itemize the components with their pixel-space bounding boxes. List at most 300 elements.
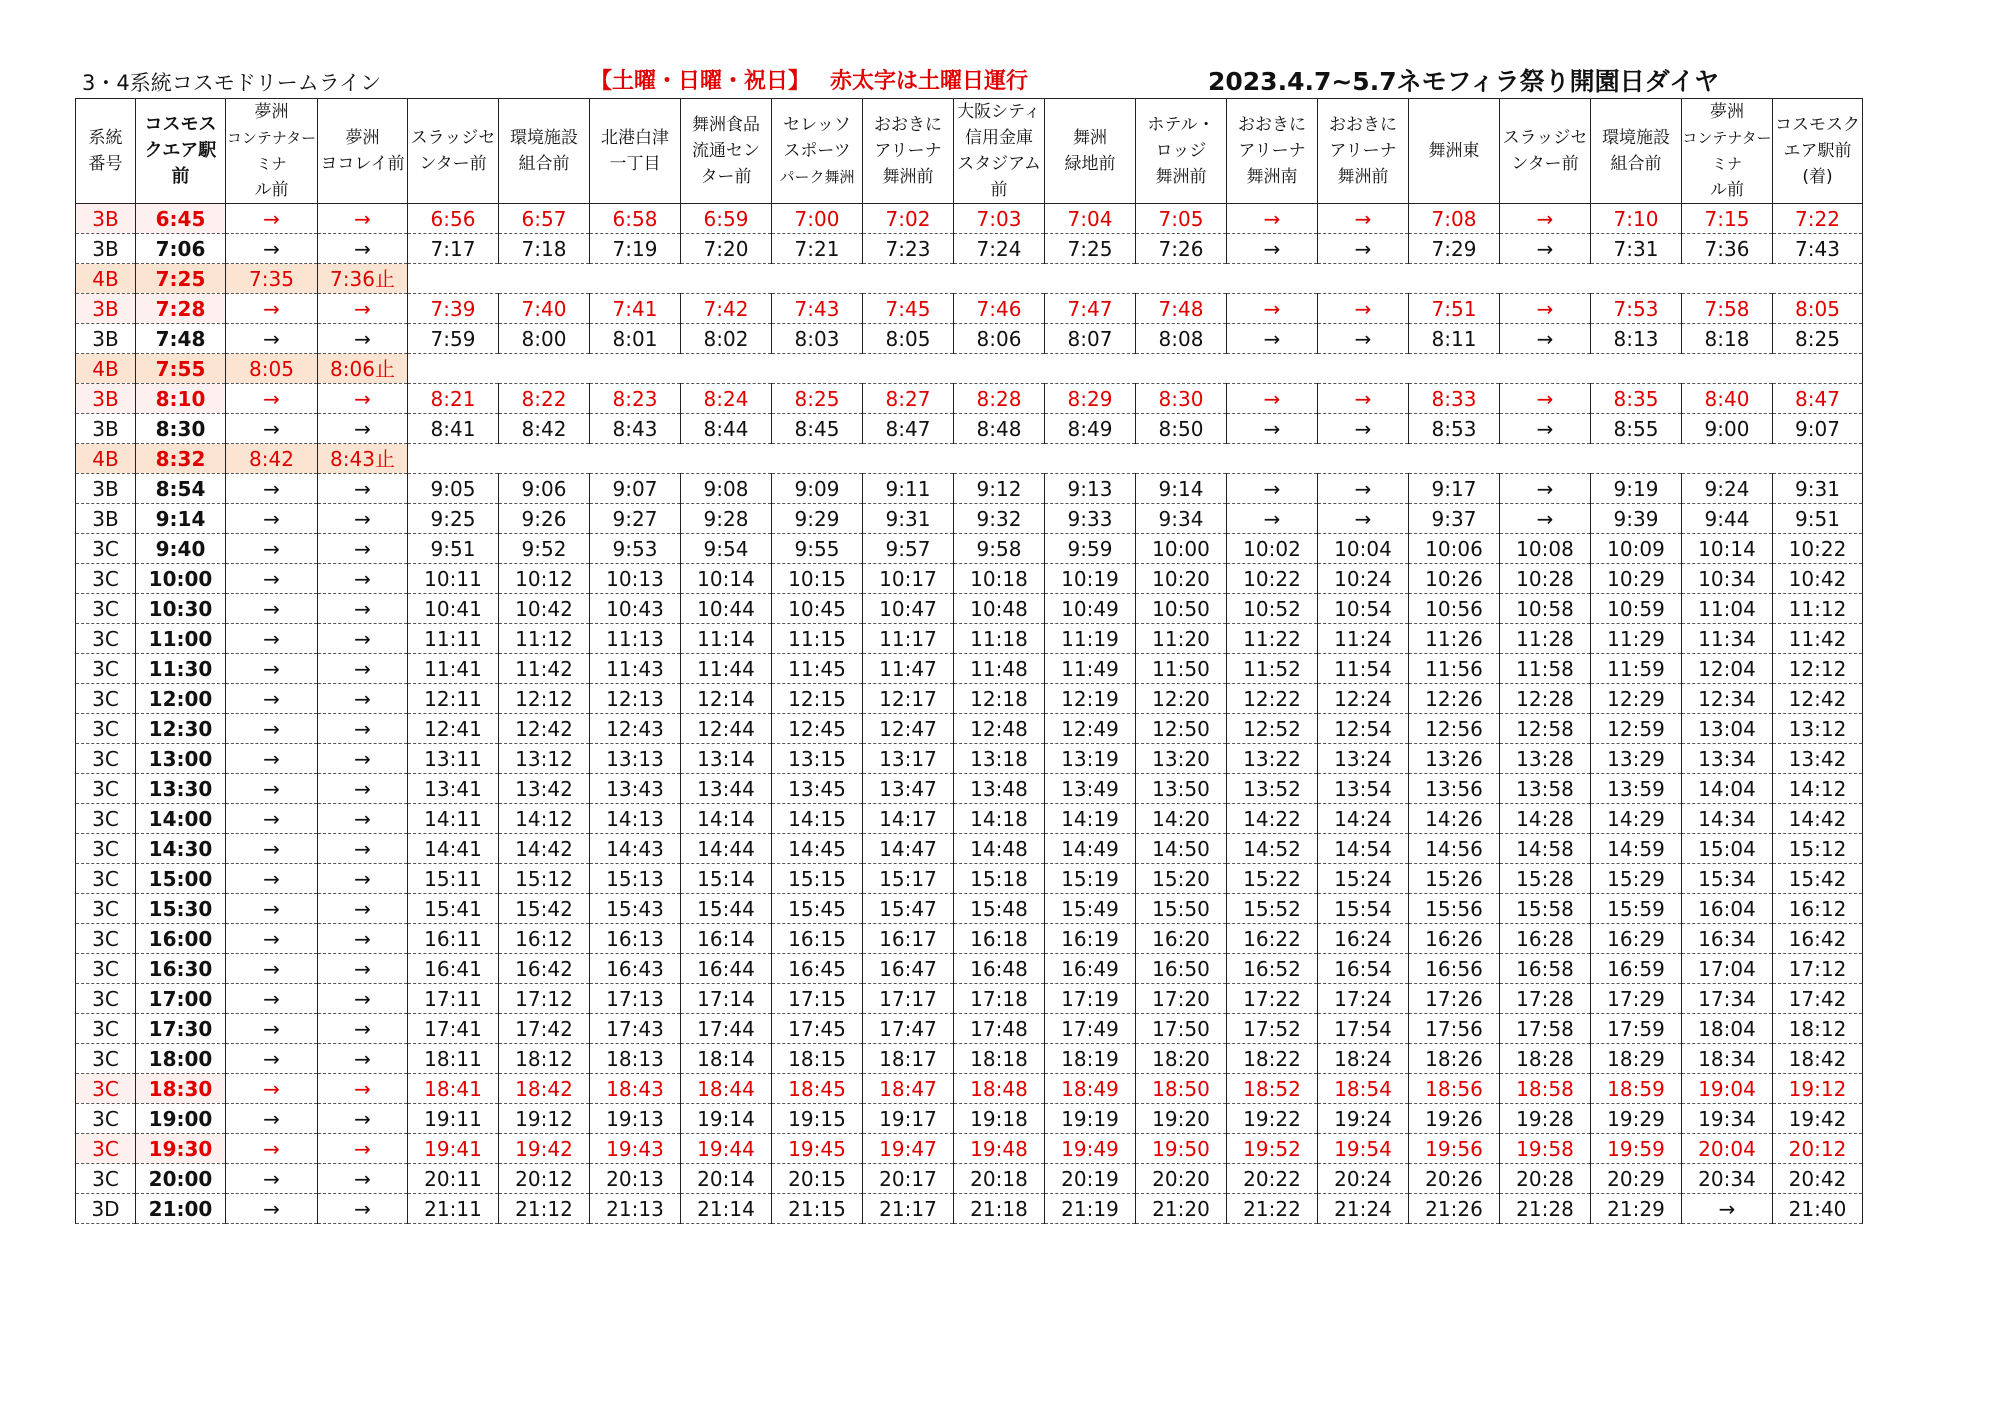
stop-time-cell: 15:19 bbox=[1045, 864, 1136, 894]
stop-time-cell: 11:49 bbox=[1045, 654, 1136, 684]
stop-time-cell: 16:12 bbox=[1773, 894, 1863, 924]
stop-time-cell: 11:18 bbox=[954, 624, 1045, 654]
stop-time-cell: 12:44 bbox=[681, 714, 772, 744]
stop-time-cell: 20:04 bbox=[1682, 1134, 1773, 1164]
stop-time-cell: 11:04 bbox=[1682, 594, 1773, 624]
departure-time-cell: 18:00 bbox=[136, 1044, 226, 1074]
stop-time-cell: 18:20 bbox=[1136, 1044, 1227, 1074]
stop-time-cell: 17:59 bbox=[1591, 1014, 1682, 1044]
stop-time-cell: 6:58 bbox=[590, 204, 681, 234]
stop-time-cell: 8:42 bbox=[499, 414, 590, 444]
trip-row bbox=[76, 1014, 1863, 1044]
stop-time-cell: → bbox=[226, 624, 318, 654]
stop-time-cell: 8:33 bbox=[1409, 384, 1500, 414]
stop-time-cell: 16:17 bbox=[863, 924, 954, 954]
stop-time-cell: 8:42 bbox=[226, 444, 318, 474]
stop-time-cell: 8:23 bbox=[590, 384, 681, 414]
stop-time-cell: 12:20 bbox=[1136, 684, 1227, 714]
timetable-body bbox=[76, 204, 1863, 1224]
departure-time-cell: 15:30 bbox=[136, 894, 226, 924]
stop-time-cell: 19:52 bbox=[1227, 1134, 1318, 1164]
stop-time-cell: 10:29 bbox=[1591, 564, 1682, 594]
stop-time-cell: 8:08 bbox=[1136, 324, 1227, 354]
departure-time-cell: 21:00 bbox=[136, 1194, 226, 1224]
stop-time-cell: 13:29 bbox=[1591, 744, 1682, 774]
stop-time-cell: → bbox=[1318, 504, 1409, 534]
stop-time-cell: 9:32 bbox=[954, 504, 1045, 534]
trip-row bbox=[76, 444, 1863, 474]
stop-time-cell: 11:17 bbox=[863, 624, 954, 654]
stop-time-cell: 17:29 bbox=[1591, 984, 1682, 1014]
stop-time-cell: 14:56 bbox=[1409, 834, 1500, 864]
departure-time-cell: 13:30 bbox=[136, 774, 226, 804]
stop-time-cell: 8:48 bbox=[954, 414, 1045, 444]
stop-time-cell: 15:50 bbox=[1136, 894, 1227, 924]
stop-time-cell: 10:19 bbox=[1045, 564, 1136, 594]
stop-time-cell: 11:47 bbox=[863, 654, 954, 684]
trip-row bbox=[76, 324, 1863, 354]
stop-time-cell: 16:41 bbox=[408, 954, 499, 984]
route-number-cell: 3B bbox=[76, 504, 136, 534]
stop-time-cell: 8:05 bbox=[1773, 294, 1863, 324]
route-number-cell: 3B bbox=[76, 234, 136, 264]
stop-time-cell: 12:43 bbox=[590, 714, 681, 744]
stop-time-cell: → bbox=[318, 774, 408, 804]
stop-time-cell: 13:19 bbox=[1045, 744, 1136, 774]
stop-time-cell: 10:08 bbox=[1500, 534, 1591, 564]
route-number-cell: 3C bbox=[76, 624, 136, 654]
stop-time-cell: → bbox=[1227, 474, 1318, 504]
route-number-cell: 3C bbox=[76, 714, 136, 744]
stop-time-cell: 18:13 bbox=[590, 1044, 681, 1074]
stop-time-cell: 18:52 bbox=[1227, 1074, 1318, 1104]
saturday-note: 赤太字は土曜日運行 bbox=[830, 69, 1029, 94]
stop-time-cell: 14:15 bbox=[772, 804, 863, 834]
stop-time-cell: 18:26 bbox=[1409, 1044, 1500, 1074]
stop-time-cell: 18:34 bbox=[1682, 1044, 1773, 1074]
stop-time-cell: 14:42 bbox=[1773, 804, 1863, 834]
stop-time-cell: → bbox=[226, 684, 318, 714]
stop-time-cell: 8:41 bbox=[408, 414, 499, 444]
trip-row bbox=[76, 294, 1863, 324]
stop-time-cell: 12:26 bbox=[1409, 684, 1500, 714]
stop-time-cell: 9:51 bbox=[1773, 504, 1863, 534]
stop-time-cell: 15:48 bbox=[954, 894, 1045, 924]
stop-time-cell: 21:28 bbox=[1500, 1194, 1591, 1224]
stop-time-cell: 17:20 bbox=[1136, 984, 1227, 1014]
stop-time-cell: 8:55 bbox=[1591, 414, 1682, 444]
stop-time-cell: 10:42 bbox=[1773, 564, 1863, 594]
no-service-cell bbox=[408, 264, 1863, 294]
stop-time-cell: 7:58 bbox=[1682, 294, 1773, 324]
stop-time-cell: 19:11 bbox=[408, 1104, 499, 1134]
route-number-cell: 3C bbox=[76, 1104, 136, 1134]
stop-time-cell: 20:42 bbox=[1773, 1164, 1863, 1194]
stop-time-cell: → bbox=[318, 1194, 408, 1224]
stop-time-cell: 9:13 bbox=[1045, 474, 1136, 504]
stop-time-cell: 17:24 bbox=[1318, 984, 1409, 1014]
trip-row bbox=[76, 264, 1863, 294]
stop-time-cell: 7:23 bbox=[863, 234, 954, 264]
stop-time-cell: 10:12 bbox=[499, 564, 590, 594]
stop-time-cell: → bbox=[226, 864, 318, 894]
stop-time-cell: 14:18 bbox=[954, 804, 1045, 834]
stop-time-cell: 8:00 bbox=[499, 324, 590, 354]
trip-row bbox=[76, 654, 1863, 684]
stop-time-cell: 10:54 bbox=[1318, 594, 1409, 624]
trip-row bbox=[76, 564, 1863, 594]
stop-time-cell: 12:56 bbox=[1409, 714, 1500, 744]
trip-row bbox=[76, 234, 1863, 264]
stop-time-cell: 21:12 bbox=[499, 1194, 590, 1224]
departure-time-cell: 19:30 bbox=[136, 1134, 226, 1164]
stop-time-cell: 12:48 bbox=[954, 714, 1045, 744]
stop-time-cell: → bbox=[1318, 414, 1409, 444]
stop-time-cell: 17:47 bbox=[863, 1014, 954, 1044]
stop-time-cell: 12:42 bbox=[499, 714, 590, 744]
stop-time-cell: 12:29 bbox=[1591, 684, 1682, 714]
stop-time-cell: → bbox=[318, 234, 408, 264]
stop-time-cell: 11:42 bbox=[499, 654, 590, 684]
trip-row bbox=[76, 984, 1863, 1014]
stop-time-cell: 18:42 bbox=[499, 1074, 590, 1104]
stop-time-cell: 19:56 bbox=[1409, 1134, 1500, 1164]
stop-time-cell: 13:52 bbox=[1227, 774, 1318, 804]
trip-row bbox=[76, 504, 1863, 534]
trip-row bbox=[76, 1194, 1863, 1224]
no-service-cell bbox=[408, 354, 1863, 384]
column-header: おおきに アリーナ 舞洲前 bbox=[1318, 99, 1409, 204]
stop-time-cell: 11:42 bbox=[1773, 624, 1863, 654]
stop-time-cell: 12:58 bbox=[1500, 714, 1591, 744]
stop-time-cell: → bbox=[1500, 324, 1591, 354]
stop-time-cell: 9:33 bbox=[1045, 504, 1136, 534]
stop-time-cell: 19:15 bbox=[772, 1104, 863, 1134]
stop-time-cell: 10:41 bbox=[408, 594, 499, 624]
stop-time-cell: 14:12 bbox=[499, 804, 590, 834]
stop-time-cell: 9:31 bbox=[863, 504, 954, 534]
stop-time-cell: 13:14 bbox=[681, 744, 772, 774]
stop-time-cell: 17:43 bbox=[590, 1014, 681, 1044]
stop-time-cell: 16:47 bbox=[863, 954, 954, 984]
stop-time-cell: → bbox=[1500, 414, 1591, 444]
stop-time-cell: 9:07 bbox=[1773, 414, 1863, 444]
stop-time-cell: 20:13 bbox=[590, 1164, 681, 1194]
stop-time-cell: 20:15 bbox=[772, 1164, 863, 1194]
stop-time-cell: 11:28 bbox=[1500, 624, 1591, 654]
stop-time-cell: 10:52 bbox=[1227, 594, 1318, 624]
stop-time-cell: 20:24 bbox=[1318, 1164, 1409, 1194]
stop-time-cell: → bbox=[1318, 234, 1409, 264]
stop-time-cell: → bbox=[226, 1074, 318, 1104]
route-number-cell: 4B bbox=[76, 444, 136, 474]
stop-time-cell: 8:18 bbox=[1682, 324, 1773, 354]
stop-time-cell: 12:15 bbox=[772, 684, 863, 714]
stop-time-cell: 12:11 bbox=[408, 684, 499, 714]
stop-time-cell: 13:50 bbox=[1136, 774, 1227, 804]
stop-time-cell: → bbox=[1500, 294, 1591, 324]
stop-time-cell: 13:47 bbox=[863, 774, 954, 804]
stop-time-cell: 8:43 bbox=[590, 414, 681, 444]
stop-time-cell: 18:28 bbox=[1500, 1044, 1591, 1074]
stop-time-cell: 8:03 bbox=[772, 324, 863, 354]
stop-time-cell: → bbox=[318, 1044, 408, 1074]
stop-time-cell: → bbox=[226, 924, 318, 954]
route-number-cell: 4B bbox=[76, 264, 136, 294]
stop-time-cell: 10:34 bbox=[1682, 564, 1773, 594]
stop-time-cell: 9:55 bbox=[772, 534, 863, 564]
column-header: 舞洲東 bbox=[1409, 99, 1500, 204]
service-days-label: 【土曜・日曜・祝日】 bbox=[590, 69, 811, 94]
stop-time-cell: 6:57 bbox=[499, 204, 590, 234]
column-header: コスモスク エア駅前 (着) bbox=[1773, 99, 1863, 204]
trip-row bbox=[76, 864, 1863, 894]
trip-row bbox=[76, 804, 1863, 834]
stop-time-cell: → bbox=[1318, 384, 1409, 414]
stop-time-cell: 14:52 bbox=[1227, 834, 1318, 864]
stop-time-cell: 10:20 bbox=[1136, 564, 1227, 594]
stop-time-cell: 14:17 bbox=[863, 804, 954, 834]
stop-time-cell: → bbox=[226, 504, 318, 534]
stop-time-cell: 20:29 bbox=[1591, 1164, 1682, 1194]
stop-time-cell: 10:58 bbox=[1500, 594, 1591, 624]
stop-time-cell: 7:17 bbox=[408, 234, 499, 264]
stop-time-cell: 19:17 bbox=[863, 1104, 954, 1134]
stop-time-cell: → bbox=[1318, 324, 1409, 354]
stop-time-cell: 19:34 bbox=[1682, 1104, 1773, 1134]
column-header: 夢洲 ヨコレイ前 bbox=[318, 99, 408, 204]
stop-time-cell: 21:29 bbox=[1591, 1194, 1682, 1224]
column-header: スラッジセ ンター前 bbox=[408, 99, 499, 204]
stop-time-cell: 15:11 bbox=[408, 864, 499, 894]
stop-time-cell: 10:56 bbox=[1409, 594, 1500, 624]
stop-time-cell: → bbox=[318, 324, 408, 354]
stop-time-cell: 18:19 bbox=[1045, 1044, 1136, 1074]
trip-row bbox=[76, 834, 1863, 864]
stop-time-cell: 8:21 bbox=[408, 384, 499, 414]
stop-time-cell: 19:04 bbox=[1682, 1074, 1773, 1104]
stop-time-cell: 21:13 bbox=[590, 1194, 681, 1224]
departure-time-cell: 8:32 bbox=[136, 444, 226, 474]
stop-time-cell: 13:42 bbox=[499, 774, 590, 804]
stop-time-cell: 14:49 bbox=[1045, 834, 1136, 864]
stop-time-cell: 17:58 bbox=[1500, 1014, 1591, 1044]
stop-time-cell: 18:18 bbox=[954, 1044, 1045, 1074]
stop-time-cell: 7:40 bbox=[499, 294, 590, 324]
route-number-cell: 3C bbox=[76, 894, 136, 924]
stop-time-cell: 19:12 bbox=[1773, 1074, 1863, 1104]
stop-time-cell: 14:11 bbox=[408, 804, 499, 834]
column-header: 系統 番号 bbox=[76, 99, 136, 204]
stop-time-cell: 15:12 bbox=[1773, 834, 1863, 864]
route-number-cell: 3B bbox=[76, 324, 136, 354]
stop-time-cell: 14:59 bbox=[1591, 834, 1682, 864]
stop-time-cell: 9:31 bbox=[1773, 474, 1863, 504]
stop-time-cell: 11:14 bbox=[681, 624, 772, 654]
stop-time-cell: 7:42 bbox=[681, 294, 772, 324]
stop-time-cell: 15:42 bbox=[499, 894, 590, 924]
stop-time-cell: 21:26 bbox=[1409, 1194, 1500, 1224]
stop-time-cell: 17:11 bbox=[408, 984, 499, 1014]
column-header: 環境施設 組合前 bbox=[1591, 99, 1682, 204]
stop-time-cell: 15:52 bbox=[1227, 894, 1318, 924]
stop-time-cell: 15:59 bbox=[1591, 894, 1682, 924]
route-number-cell: 3C bbox=[76, 1044, 136, 1074]
stop-time-cell: 9:37 bbox=[1409, 504, 1500, 534]
stop-time-cell: 7:18 bbox=[499, 234, 590, 264]
stop-time-cell: 18:43 bbox=[590, 1074, 681, 1104]
stop-time-cell: 10:22 bbox=[1773, 534, 1863, 564]
departure-time-cell: 16:30 bbox=[136, 954, 226, 984]
departure-time-cell: 9:14 bbox=[136, 504, 226, 534]
stop-time-cell: 21:11 bbox=[408, 1194, 499, 1224]
stop-time-cell: → bbox=[318, 624, 408, 654]
stop-time-cell: 16:44 bbox=[681, 954, 772, 984]
stop-time-cell: → bbox=[318, 1074, 408, 1104]
departure-time-cell: 12:30 bbox=[136, 714, 226, 744]
stop-time-cell: 16:12 bbox=[499, 924, 590, 954]
stop-time-cell: 13:28 bbox=[1500, 744, 1591, 774]
stop-time-cell: 14:42 bbox=[499, 834, 590, 864]
stop-time-cell: 15:43 bbox=[590, 894, 681, 924]
stop-time-cell: 12:52 bbox=[1227, 714, 1318, 744]
stop-time-cell: → bbox=[226, 384, 318, 414]
stop-time-cell: 19:45 bbox=[772, 1134, 863, 1164]
column-header: 環境施設 組合前 bbox=[499, 99, 590, 204]
stop-time-cell: → bbox=[1500, 204, 1591, 234]
departure-time-cell: 18:30 bbox=[136, 1074, 226, 1104]
stop-time-cell: 20:18 bbox=[954, 1164, 1045, 1194]
stop-time-cell: 8:28 bbox=[954, 384, 1045, 414]
stop-time-cell: 17:12 bbox=[1773, 954, 1863, 984]
stop-time-cell: 7:47 bbox=[1045, 294, 1136, 324]
stop-time-cell: → bbox=[226, 294, 318, 324]
departure-time-cell: 11:00 bbox=[136, 624, 226, 654]
route-number-cell: 3D bbox=[76, 1194, 136, 1224]
stop-time-cell: 19:12 bbox=[499, 1104, 590, 1134]
trip-row bbox=[76, 1074, 1863, 1104]
trip-row bbox=[76, 684, 1863, 714]
stop-time-cell: 7:53 bbox=[1591, 294, 1682, 324]
timetable-period-title: 2023.4.7~5.7ネモフィラ祭り開園日ダイヤ bbox=[1208, 67, 1720, 96]
stop-time-cell: 7:45 bbox=[863, 294, 954, 324]
stop-time-cell: 7:24 bbox=[954, 234, 1045, 264]
departure-time-cell: 10:30 bbox=[136, 594, 226, 624]
stop-time-cell: 11:12 bbox=[499, 624, 590, 654]
stop-time-cell: → bbox=[1227, 294, 1318, 324]
stop-time-cell: 7:35 bbox=[226, 264, 318, 294]
stop-time-cell: 16:20 bbox=[1136, 924, 1227, 954]
stop-time-cell: 10:22 bbox=[1227, 564, 1318, 594]
stop-time-cell: 9:08 bbox=[681, 474, 772, 504]
stop-time-cell: → bbox=[1682, 1194, 1773, 1224]
stop-time-cell: 8:06 bbox=[954, 324, 1045, 354]
stop-time-cell: 8:40 bbox=[1682, 384, 1773, 414]
stop-time-cell: 18:12 bbox=[1773, 1014, 1863, 1044]
stop-time-cell: 8:25 bbox=[1773, 324, 1863, 354]
stop-time-cell: 10:04 bbox=[1318, 534, 1409, 564]
stop-time-cell: 12:59 bbox=[1591, 714, 1682, 744]
stop-time-cell: 17:34 bbox=[1682, 984, 1773, 1014]
stop-time-cell: 14:44 bbox=[681, 834, 772, 864]
trip-row bbox=[76, 744, 1863, 774]
stop-time-cell: 10:48 bbox=[954, 594, 1045, 624]
stop-time-cell: 17:56 bbox=[1409, 1014, 1500, 1044]
stop-time-cell: 19:58 bbox=[1500, 1134, 1591, 1164]
stop-time-cell: 17:13 bbox=[590, 984, 681, 1014]
route-title: 3・4系統コスモドリームライン bbox=[82, 71, 382, 95]
stop-time-cell: 12:19 bbox=[1045, 684, 1136, 714]
stop-time-cell: 17:17 bbox=[863, 984, 954, 1014]
stop-time-cell: → bbox=[318, 594, 408, 624]
stop-time-cell: 16:22 bbox=[1227, 924, 1318, 954]
stop-time-cell: → bbox=[226, 744, 318, 774]
stop-time-cell: → bbox=[318, 1014, 408, 1044]
stop-time-cell: 16:14 bbox=[681, 924, 772, 954]
stop-time-cell: 13:12 bbox=[1773, 714, 1863, 744]
stop-time-cell: → bbox=[318, 984, 408, 1014]
stop-time-cell: 8:11 bbox=[1409, 324, 1500, 354]
stop-time-cell: 7:59 bbox=[408, 324, 499, 354]
stop-time-cell: 16:26 bbox=[1409, 924, 1500, 954]
stop-time-cell: 10:59 bbox=[1591, 594, 1682, 624]
route-number-cell: 3B bbox=[76, 204, 136, 234]
stop-time-cell: 12:14 bbox=[681, 684, 772, 714]
stop-time-cell: 17:15 bbox=[772, 984, 863, 1014]
header-row bbox=[76, 99, 1863, 204]
stop-time-cell: 18:54 bbox=[1318, 1074, 1409, 1104]
stop-time-cell: 17:42 bbox=[499, 1014, 590, 1044]
stop-time-cell: → bbox=[1227, 414, 1318, 444]
stop-time-cell: 8:44 bbox=[681, 414, 772, 444]
stop-time-cell: 10:06 bbox=[1409, 534, 1500, 564]
trip-row bbox=[76, 624, 1863, 654]
trip-row bbox=[76, 204, 1863, 234]
stop-time-cell: 16:42 bbox=[1773, 924, 1863, 954]
stop-time-cell: 18:58 bbox=[1500, 1074, 1591, 1104]
stop-time-cell: 9:06 bbox=[499, 474, 590, 504]
stop-time-cell: 17:42 bbox=[1773, 984, 1863, 1014]
stop-time-cell: 19:24 bbox=[1318, 1104, 1409, 1134]
trip-row bbox=[76, 924, 1863, 954]
stop-time-cell: 15:44 bbox=[681, 894, 772, 924]
stop-time-cell: 9:51 bbox=[408, 534, 499, 564]
stop-time-cell: 19:20 bbox=[1136, 1104, 1227, 1134]
stop-time-cell: 8:30 bbox=[1136, 384, 1227, 414]
stop-time-cell: 9:34 bbox=[1136, 504, 1227, 534]
stop-time-cell: 15:34 bbox=[1682, 864, 1773, 894]
stop-time-cell: 14:20 bbox=[1136, 804, 1227, 834]
departure-time-cell: 7:25 bbox=[136, 264, 226, 294]
stop-time-cell: 14:14 bbox=[681, 804, 772, 834]
stop-time-cell: 17:14 bbox=[681, 984, 772, 1014]
stop-time-cell: 10:47 bbox=[863, 594, 954, 624]
stop-time-cell: 9:39 bbox=[1591, 504, 1682, 534]
stop-time-cell: 18:04 bbox=[1682, 1014, 1773, 1044]
stop-time-cell: → bbox=[226, 234, 318, 264]
stop-time-cell: 21:18 bbox=[954, 1194, 1045, 1224]
stop-time-cell: 17:41 bbox=[408, 1014, 499, 1044]
stop-time-cell: 12:34 bbox=[1682, 684, 1773, 714]
stop-time-cell: 11:15 bbox=[772, 624, 863, 654]
stop-time-cell: 13:48 bbox=[954, 774, 1045, 804]
stop-time-cell: 11:13 bbox=[590, 624, 681, 654]
stop-time-cell: 18:14 bbox=[681, 1044, 772, 1074]
stop-time-cell: 9:28 bbox=[681, 504, 772, 534]
stop-time-cell: 11:48 bbox=[954, 654, 1045, 684]
stop-time-cell: 15:42 bbox=[1773, 864, 1863, 894]
stop-time-cell: 17:54 bbox=[1318, 1014, 1409, 1044]
